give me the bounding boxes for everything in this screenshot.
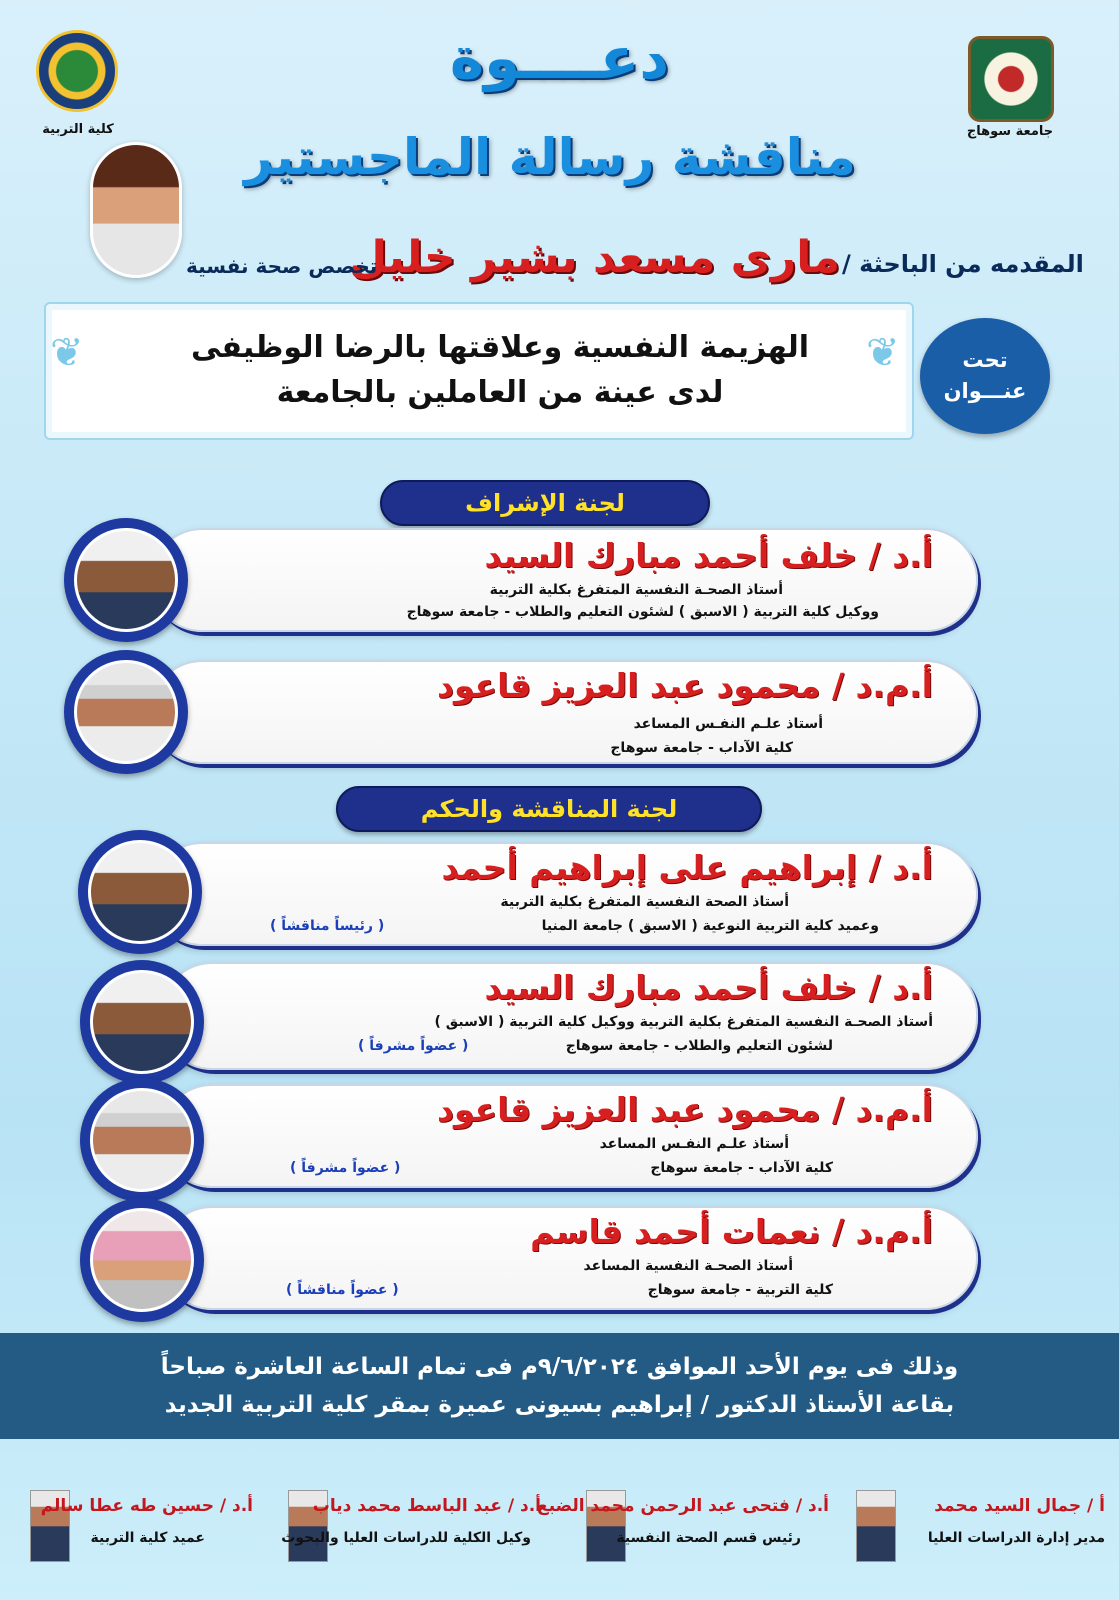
member-photo-frame: [80, 1078, 204, 1202]
discussion-committee-heading: لجنة المناقشة والحكم: [336, 786, 762, 832]
member-affiliation: وعميد كلية التربية النوعية ( الاسبق ) جامعة المنيا: [541, 918, 879, 934]
thesis-title-banner: [44, 302, 914, 440]
member-role-badge: ( عضواً مناقشاً ): [286, 1282, 399, 1298]
member-affiliation: كلية الآداب - جامعة سوهاج: [650, 1160, 833, 1176]
member-affiliation: لشئون التعليم والطلاب - جامعة سوهاج: [565, 1038, 833, 1054]
university-logo-caption: جامعة سوهاج: [966, 124, 1054, 139]
under-title-line-2: عنـــوان: [943, 379, 1027, 403]
member-position: أستاذ الصحـة النفسية المتفرغ بكلية التربية: [489, 582, 783, 598]
member-name: أ.د / إبراهيم على إبراهيم أحمد: [441, 848, 933, 887]
member-photo: [74, 660, 178, 764]
member-name: أ.م.د / محمود عبد العزيز قاعود: [437, 666, 933, 705]
defense-subtitle: مناقشة رسالة الماجستير: [244, 128, 856, 186]
thesis-title-line-2: لدى عينة من العاملين بالجامعة: [276, 375, 724, 410]
member-photo: [90, 970, 194, 1074]
member-affiliation: كلية الآداب - جامعة سوهاج: [610, 740, 793, 756]
under-title-line-1: تحت: [962, 347, 1008, 372]
official-title: عميد كلية التربية: [90, 1530, 205, 1546]
official-photo: [856, 1490, 896, 1562]
ornament-icon: ❦: [50, 330, 84, 376]
member-photo-frame: [64, 518, 188, 642]
member-affiliation: كلية التربية - جامعة سوهاج: [647, 1282, 833, 1298]
member-photo-frame: [78, 830, 202, 954]
researcher-intro-label: المقدمه من الباحثة /: [842, 250, 1084, 278]
event-venue: بقاعة الأستاذ الدكتور / إبراهيم بسيونى عميرة بمقر كلية التربية الجديد: [164, 1392, 955, 1418]
member-role-badge: ( رئيساً مناقشاً ): [270, 918, 385, 934]
member-photo-frame: [80, 960, 204, 1084]
member-photo: [90, 1208, 194, 1312]
member-position: أستاذ الصحـة النفسية المتفرغ بكلية التربية ووكيل كلية التربية ( الاسبق ): [434, 1014, 933, 1030]
official-name: أ / جمال السيد محمد: [934, 1496, 1105, 1516]
member-name: أ.د / خلف أحمد مبارك السيد: [484, 536, 933, 575]
member-name: أ.د / خلف أحمد مبارك السيد: [484, 968, 933, 1007]
member-position: أستاذ علـم النفـس المساعد: [599, 1136, 789, 1152]
official-name: أ.د / فتحى عبد الرحمن محمد الضبع: [537, 1496, 829, 1516]
official-title: وكيل الكلية للدراسات العليا والبحوث: [281, 1530, 531, 1546]
member-name: أ.م.د / محمود عبد العزيز قاعود: [437, 1090, 933, 1129]
member-photo-frame: [64, 650, 188, 774]
member-name: أ.م.د / نعمات أحمد قاسم: [530, 1212, 933, 1251]
event-date-time: وذلك فى يوم الأحد الموافق ٩/٦/٢٠٢٤م فى تمام الساعة العاشرة صباحاً: [160, 1354, 959, 1380]
ornament-icon: ❦: [866, 330, 900, 376]
researcher-name: مارى مسعد بشير خليل: [348, 232, 840, 283]
member-photo: [74, 528, 178, 632]
member-role-badge: ( عضواً مشرفاً ): [290, 1160, 401, 1176]
member-role-badge: ( عضواً مشرفاً ): [358, 1038, 469, 1054]
member-photo: [90, 1088, 194, 1192]
official-name: أ.د / حسين طه عطا سالم: [40, 1496, 253, 1516]
member-affiliation: ووكيل كلية التربية ( الاسبق ) لشئون التعليم والطلاب - جامعة سوهاج: [406, 604, 879, 620]
member-photo-frame: [80, 1198, 204, 1322]
member-position: أستاذ الصحـة النفسية المساعد: [583, 1258, 793, 1274]
member-photo: [88, 840, 192, 944]
official-name: أ.د / عبد الباسط محمد دياب: [312, 1496, 541, 1516]
official-title: رئيس قسم الصحة النفسية: [616, 1530, 801, 1546]
researcher-specialty: تخصص صحة نفسية: [186, 254, 378, 278]
official-title: مدير إدارة الدراسات العليا: [927, 1530, 1105, 1546]
faculty-logo-caption: كلية التربية: [42, 122, 114, 137]
member-position: أستاذ علـم النفـس المساعد: [633, 716, 823, 732]
thesis-title-line-1: الهزيمة النفسية وعلاقتها بالرضا الوظيفى: [190, 330, 810, 365]
member-position: أستاذ الصحة النفسية المتفرغ بكلية التربية: [500, 894, 789, 910]
researcher-photo: [90, 142, 182, 278]
supervision-committee-heading: لجنة الإشراف: [380, 480, 710, 526]
event-details-bar: [0, 1333, 1119, 1439]
under-title-badge: [920, 318, 1050, 434]
invitation-title: دعــــوة: [449, 24, 670, 92]
